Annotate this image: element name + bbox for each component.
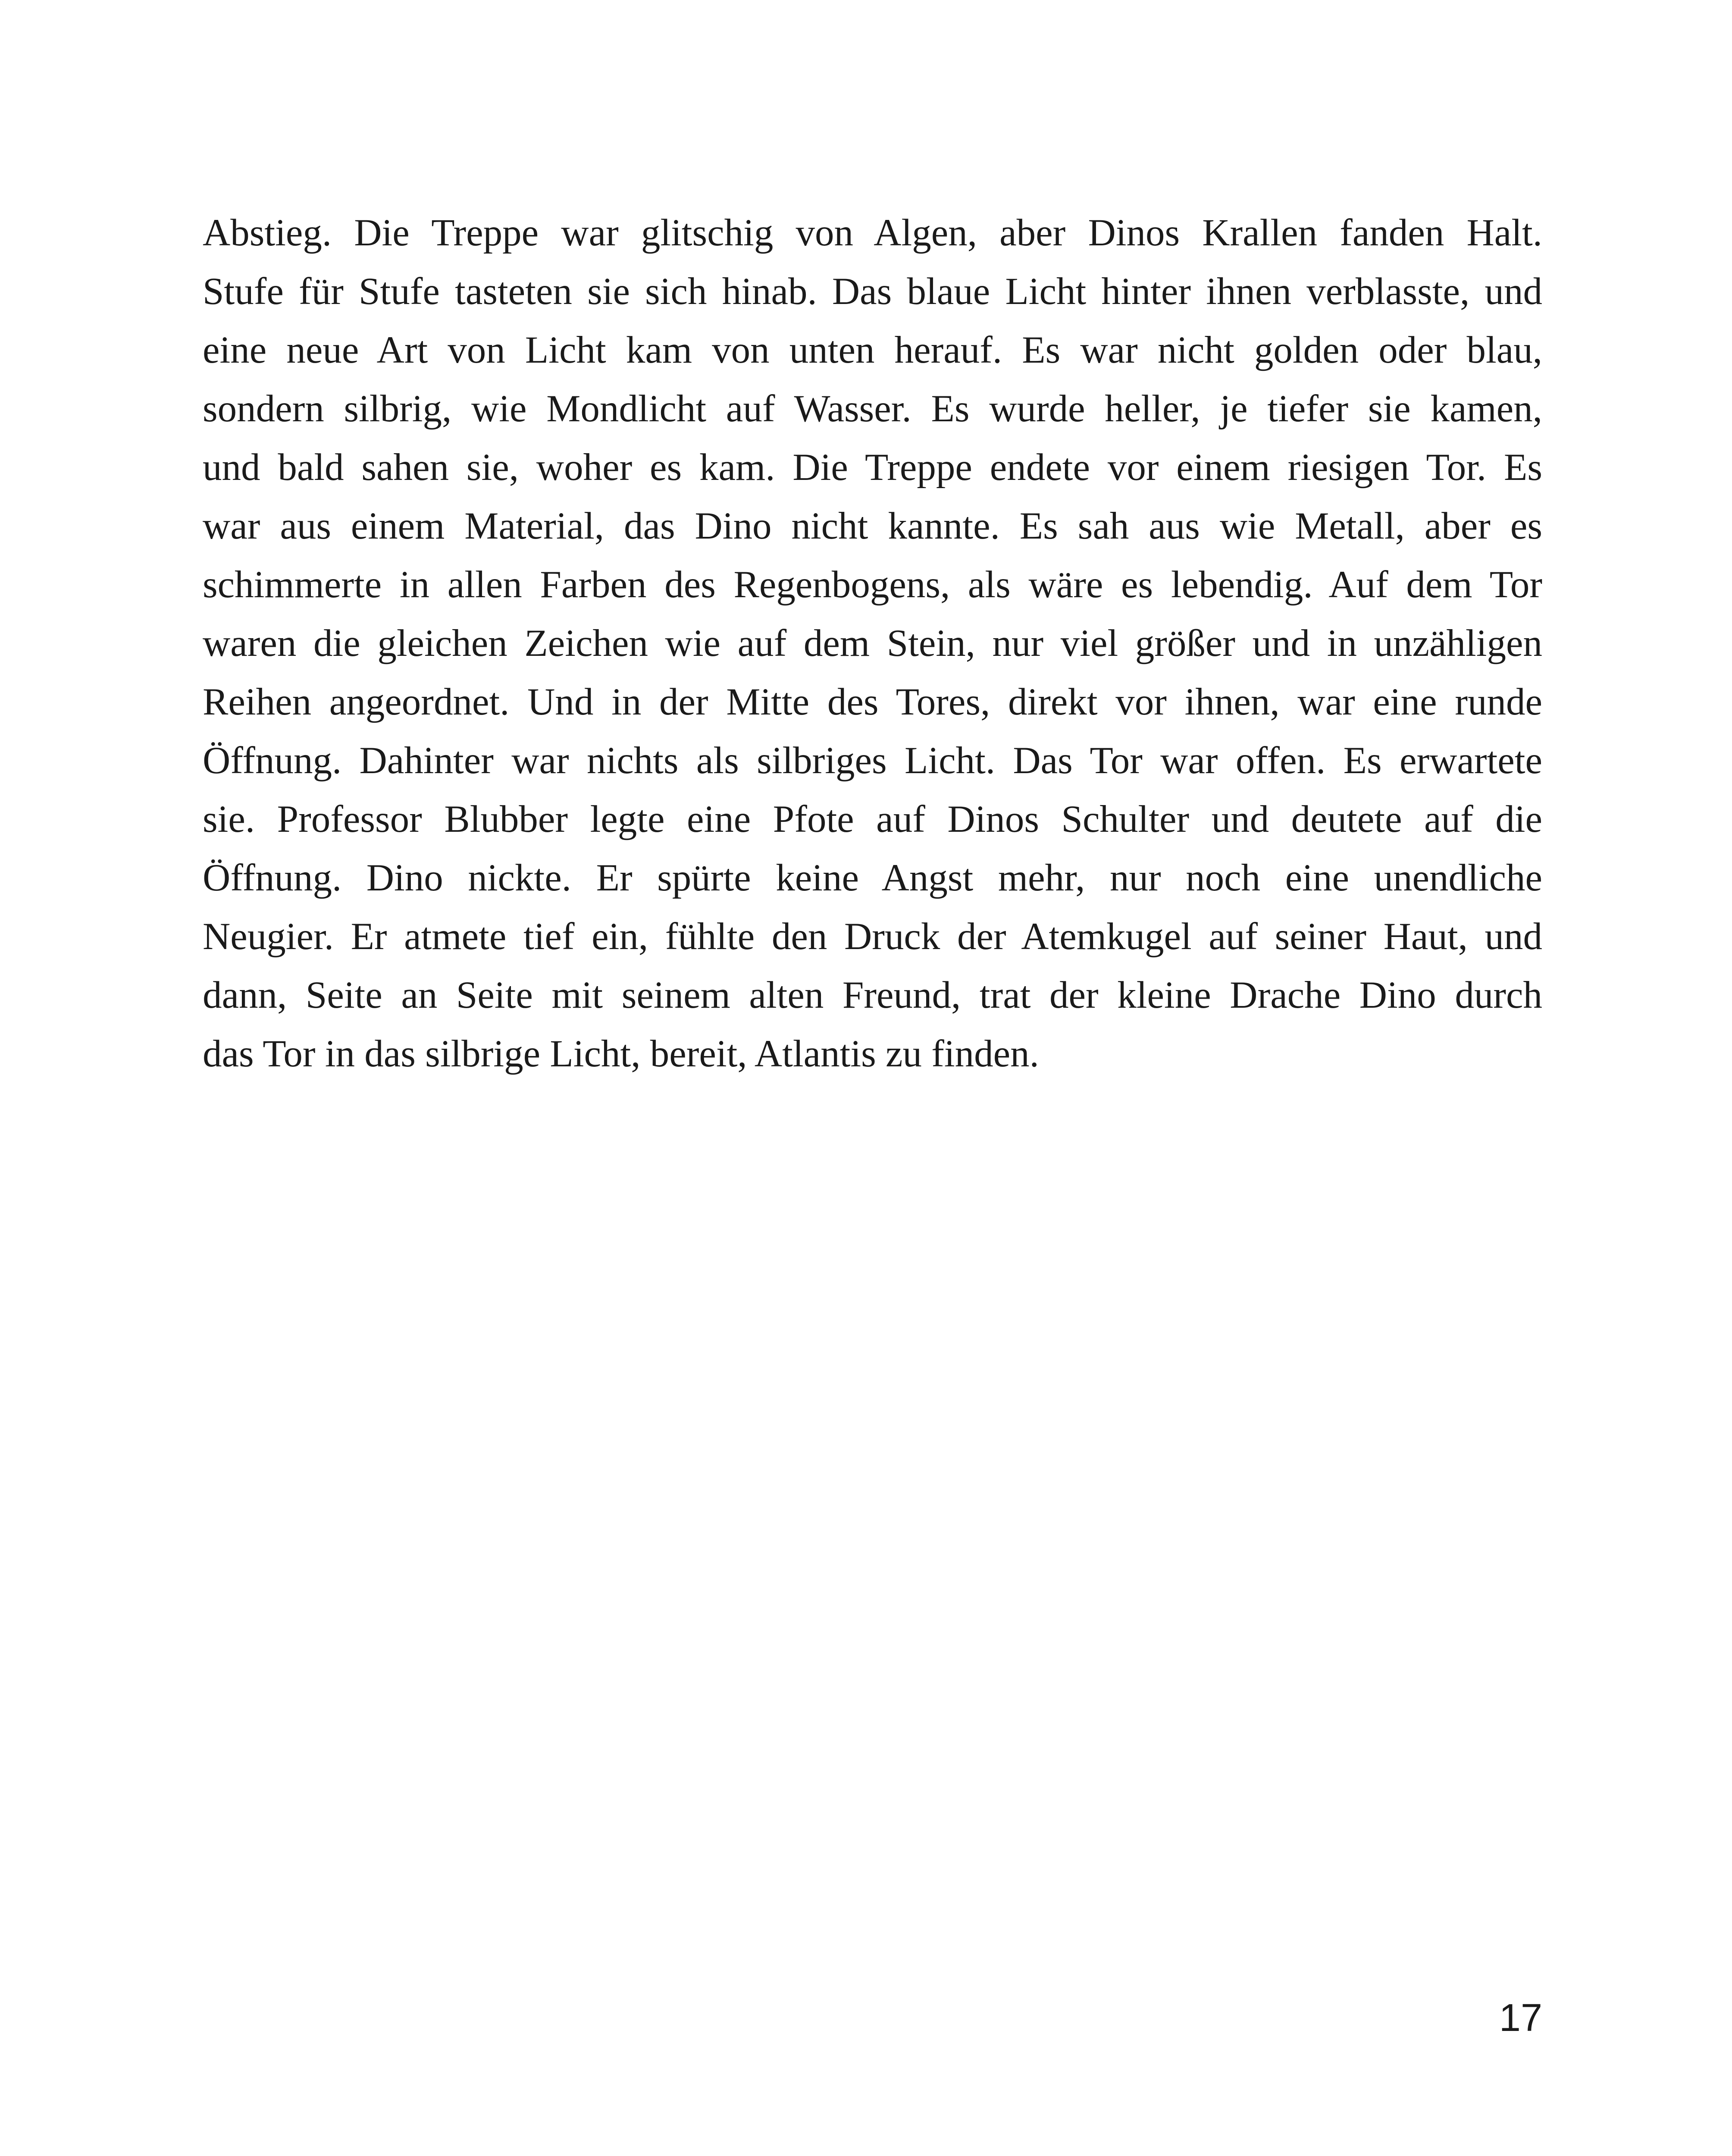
text-line: waren die gleichen Zeichen wie auf dem Stein, nur viel größer und in unzähligen bbox=[203, 622, 1542, 664]
text-line: und bald sahen sie, woher es kam. Die Treppe endete vor einem riesigen Tor. Es bbox=[203, 446, 1542, 489]
body-paragraph bbox=[203, 204, 1542, 1083]
text-line: sondern silbrig, wie Mondlicht auf Wasser. Es wurde heller, je tiefer sie kamen, bbox=[203, 388, 1542, 430]
text-line: sie. Professor Blubber legte eine Pfote auf Dinos Schulter und deutete auf die bbox=[203, 798, 1542, 840]
text-line: schimmerte in allen Farben des Regenbogens, als wäre es lebendig. Auf dem Tor bbox=[203, 564, 1542, 606]
text-line: Neugier. Er atmete tief ein, fühlte den Druck der Atemkugel auf seiner Haut, und bbox=[203, 915, 1542, 958]
text-line: Öffnung. Dahinter war nichts als silbriges Licht. Das Tor war offen. Es erwartete bbox=[203, 740, 1542, 782]
text-line: Abstieg. Die Treppe war glitschig von Algen, aber Dinos Krallen fanden Halt. bbox=[203, 212, 1542, 254]
text-line: Reihen angeordnet. Und in der Mitte des Tores, direkt vor ihnen, war eine runde bbox=[203, 681, 1542, 723]
text-line: war aus einem Material, das Dino nicht kannte. Es sah aus wie Metall, aber es bbox=[203, 505, 1542, 547]
page-number: 17 bbox=[1499, 1996, 1542, 2040]
text-line: Öffnung. Dino nickte. Er spürte keine Angst mehr, nur noch eine unendliche bbox=[203, 857, 1542, 899]
text-line: Stufe für Stufe tasteten sie sich hinab. Das blaue Licht hinter ihnen verblasste, und bbox=[203, 270, 1542, 313]
text-line: dann, Seite an Seite mit seinem alten Freund, trat der kleine Drache Dino durch bbox=[203, 974, 1542, 1016]
text-line: das Tor in das silbrige Licht, bereit, Atlantis zu finden. bbox=[203, 1033, 1039, 1075]
text-line: eine neue Art von Licht kam von unten herauf. Es war nicht golden oder blau, bbox=[203, 329, 1542, 371]
